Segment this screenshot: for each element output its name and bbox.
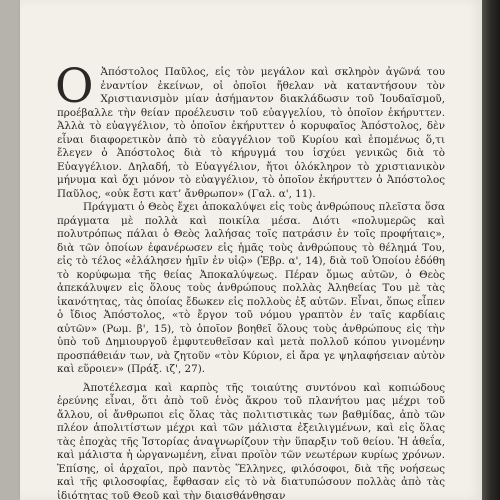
page-text-block xyxy=(55,59,445,500)
book-page xyxy=(20,0,482,500)
paragraph-1-text: Ἀπόστολος Παῦλος, εἰς τὸν μεγάλον καὶ σκληρὸν ἀγῶνά του ἐναντίον ἐκείνων, οἱ ὁποῖοι ἤθελαν νὰ καταντήσουν τὸν Χριστιανισμὸν μίαν ἀσήμαντον διακλάδωσιν τοῦ Ἰουδαϊσμοῦ, προέβαλλε τὴν θείαν προέλευσιν τοῦ εὐαγγελίου, τὸ ὁποῖον ἐκήρυττεν. Ἀλλὰ τὸ εὐαγγέλιον, τὸ ὁποῖον ἐκήρυττεν ὁ κορυφαῖος Ἀπόστολος, δὲν εἶναι διαφορετικὸν ἀπὸ τὸ εὐαγγέλιον τοῦ Κυρίου καὶ ἑπομένως ὅ,τι ἔλεγεν ὁ Ἀπόστολος διὰ τὸ κήρυγμά του ἰσχύει γενικῶς διὰ τὸ Εὐαγγέλιον. Δηλαδή, τὸ Εὐαγγέλιον, ἤτοι ὁλόκληρον τὸ χριστιανικὸν μήνυμα καὶ ὄχι μόνον τὸ εὐαγγέλιον, τὸ ὁποῖον ἐκήρυττεν ὁ Ἀπόστολος Παῦλος, «οὐκ ἔστι κατ’ ἄνθρωπον» (Γαλ. α', 11). xyxy=(57,66,445,200)
paragraph-1 xyxy=(55,59,445,201)
paragraph-3: Ἀποτέλεσμα καὶ καρπὸς τῆς τοιαύτης συντόνου καὶ κοπιώδους ἐρεύνης εἶναι, ὅτι ἀπὸ τοῦ ἑνὸς ἄκρου τοῦ πλανήτου μας μέχρι τοῦ ἄλλου, οἱ ἄνθρωποι εἰς ὅλας τὰς πολιτιστικὰς των βαθμίδας, ἀπὸ τῶν πλέον ἀπολιτίστων μέχρι καὶ τῶν μάλιστα ἐξειλιγμένων, καὶ εἰς ὅλας τὰς ἐποχὰς τῆς Ἱστορίας ἀναγνωρίζουν τὴν ὕπαρξιν τοῦ θείου. Ἡ ἀθεΐα, καὶ μάλιστα ἡ ὠργανωμένη, εἶναι προϊὸν τῶν νεωτέρων κυρίως χρόνων. Ἐπίσης, οἱ ἀρχαῖοι, πρὸ παντὸς Ἕλληνες, φιλόσοφοι, διὰ τῆς νοήσεως καὶ τῆς φιλοσοφίας, ἔφθασαν εἰς τὸ νὰ διατυπώσουν πολλὰς ἀπὸ τὰς ἰδιότητας τοῦ Θεοῦ καὶ τὴν διαισθάνθησαν xyxy=(57,381,445,500)
drop-cap-letter: Ο xyxy=(55,59,94,114)
book-page-edge xyxy=(482,0,500,500)
paragraph-2: Πράγματι ὁ Θεὸς ἔχει ἀποκαλύψει εἰς τοὺς ἀνθρώπους πλεῖστα ὅσα πράγματα μὲ πολλὰ καὶ ποικίλα μέσα. Διότι «πολυμερῶς καὶ πολυτρόπως πάλαι ὁ Θεὸς λαλήσας τοῖς πατράσιν ἐν τοῖς προφήταις», διὰ τῶν ὁποίων ἐφανέρωσεν εἰς ἡμᾶς τοὺς ἀνθρώπους τὸ θέλημά Του, εἰς τὸ τέλος «ἐλάλησεν ἡμῖν ἐν υἱῷ» (Ἑβρ. α', 14), διὰ τοῦ Ὁποίου ἐδόθη τὸ κορύφωμα τῆς θείας Ἀποκαλύψεως. Πέραν ὅμως αὐτῶν, ὁ Θεὸς ἀπεκάλυψεν εἰς ὅλους τοὺς ἀνθρώπους πολλὰς Ἀληθείας Του μὲ τὰς ἱκανότητας, τὰς ὁποίας ἔδωκεν εἰς πολλοὺς ἐξ αὐτῶν. Εἶναι, ὅπως εἶπεν ὁ ἴδιος Ἀπόστολος, «τὸ ἔργον τοῦ νόμου γραπτὸν ἐν ταῖς καρδίαις αὐτῶν» (Ρωμ. β', 15), τὸ ὁποῖον βοηθεῖ ὅλους τοὺς ἀνθρώπους εἰς τὴν ὑπὸ τοῦ Δημιουργοῦ ἐμφυτευθεῖσαν καὶ μετὰ πολλοῦ κόπου γινομένην προσπάθειάν των, νὰ ζητοῦν «τὸν Κύριον, εἰ ἄρα γε ψηλαφήσειαν αὐτὸν καὶ εὕροιεν» (Πράξ. ιζ', 27). xyxy=(57,201,445,375)
